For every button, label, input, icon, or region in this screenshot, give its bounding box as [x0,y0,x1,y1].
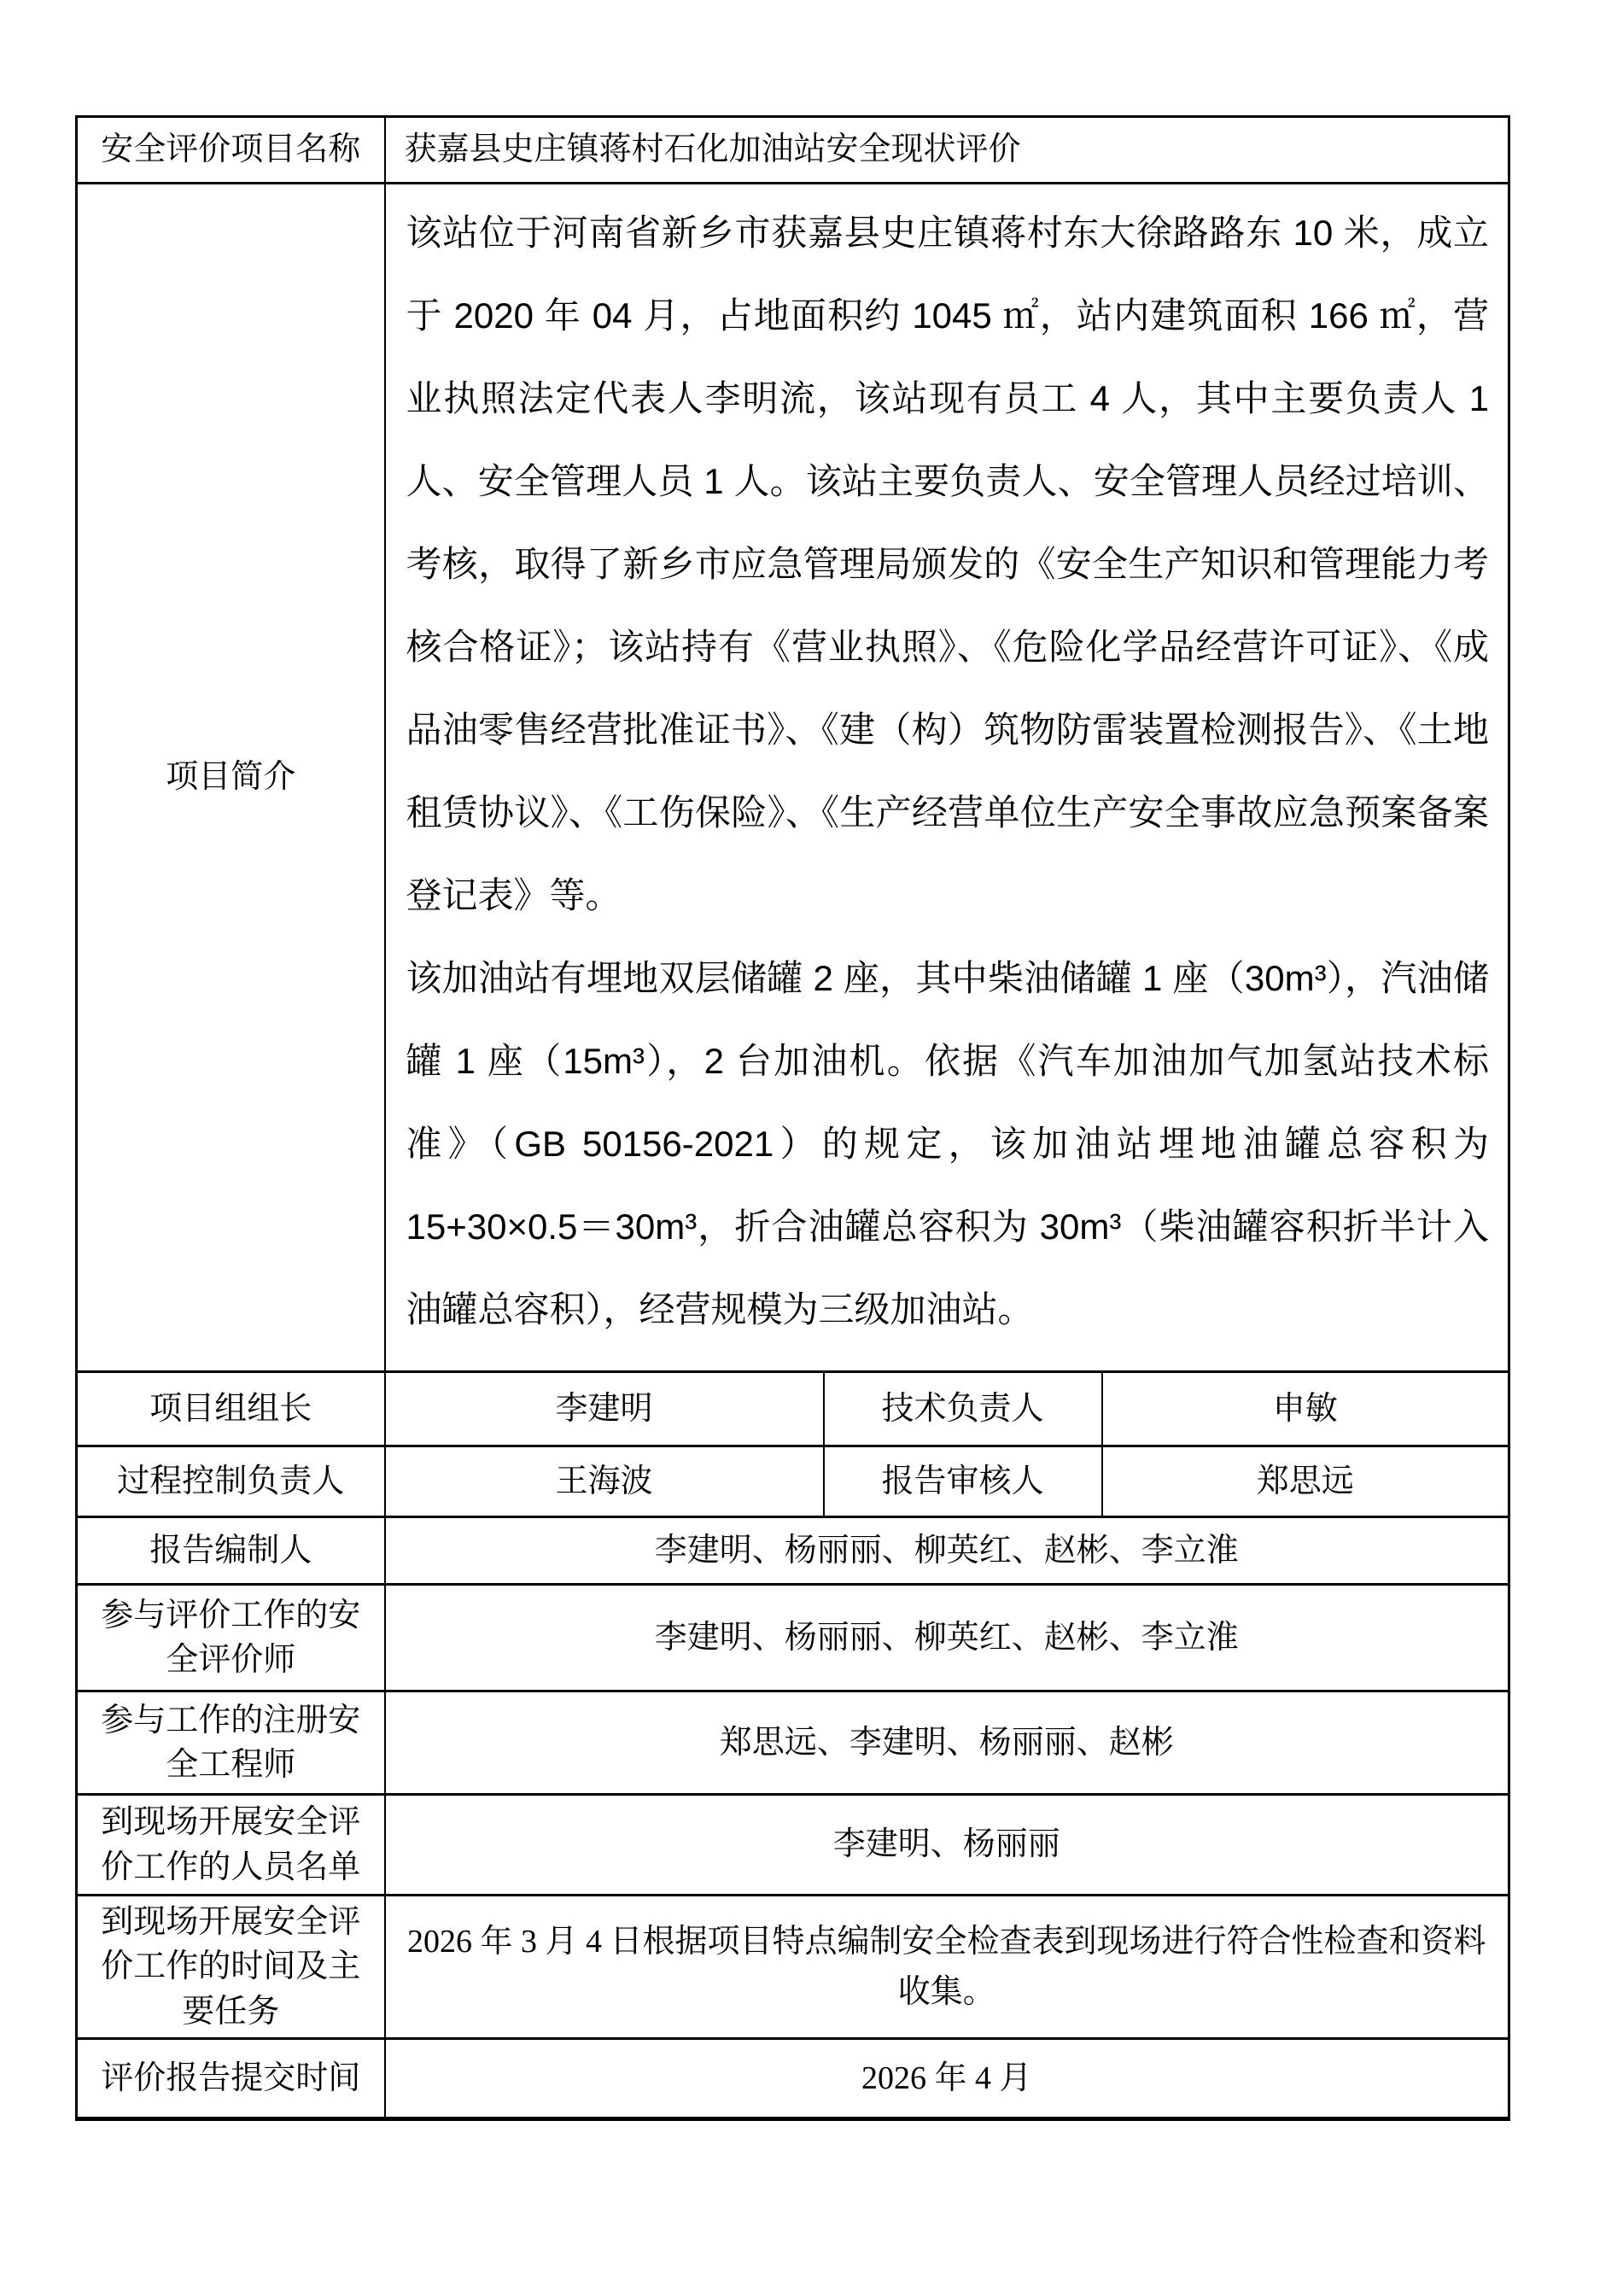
report-reviewer-value: 郑思远 [1102,1446,1509,1517]
technical-lead-value: 申敏 [1102,1372,1509,1446]
technical-lead-label: 技术负责人 [824,1372,1102,1446]
row-site-time-task [77,1896,1509,2039]
process-control-label: 过程控制负责人 [77,1446,385,1517]
row-safety-evaluators [77,1585,1509,1691]
group-leader-label: 项目组组长 [77,1372,385,1446]
intro-paragraph-1: 该站位于河南省新乡市获嘉县史庄镇蒋村东大徐路路东 10 米，成立于 2020 年 04 月，占地面积约 1045 ㎡，站内建筑面积 166 ㎡，营业执照法定代表人李明流，该站现有员工 4 人，其中主要负责人 1 人、安全管理人员 1 人。该站主要负责人、安全管理人员经过培训、考核，取得了新乡市应急管理局颁发的《安全生产知识和管理能力考核合格证》；该站持有《营业执照》、《危险化学品经营许可证》、《成品油零售经营批准证书》、《建（构）筑物防雷装置检测报告》、《土地租赁协议》、《工伤保险》、《生产经营单位生产安全事故应急预案备案登记表》等。 [406,213,1489,915]
report-compilers-label: 报告编制人 [77,1517,385,1585]
row-registered-engineers [77,1691,1509,1795]
site-time-task-label: 到现场开展安全评价工作的时间及主要任务 [77,1896,385,2039]
site-personnel-label: 到现场开展安全评价工作的人员名单 [77,1795,385,1896]
site-personnel-value: 李建明、杨丽丽 [385,1795,1509,1896]
project-intro-label: 项目简介 [77,184,385,1372]
project-name-label: 安全评价项目名称 [77,117,385,184]
process-control-value: 王海波 [385,1446,824,1517]
project-name-value: 获嘉县史庄镇蒋村石化加油站安全现状评价 [385,117,1509,184]
row-process-control [77,1446,1509,1517]
registered-engineers-label: 参与工作的注册安全工程师 [77,1691,385,1795]
project-intro-value [385,184,1509,1372]
intro-paragraph-2: 该加油站有埋地双层储罐 2 座，其中柴油储罐 1 座（30m³），汽油储罐 1 座（15m³），2 台加油机。依据《汽车加油加气加氢站技术标准》（GB 50156-2021）的规定，该加油站埋地油罐总容积为 15+30×0.5＝30m³，折合油罐总容积为 30m³（柴油罐容积折半计入油罐总容积），经营规模为三级加油站。 [406,958,1489,1329]
report-compilers-value: 李建明、杨丽丽、柳英红、赵彬、李立淮 [385,1517,1509,1585]
report-reviewer-label: 报告审核人 [824,1446,1102,1517]
report-submit-time-value: 2026 年 4 月 [385,2039,1509,2119]
row-report-submit-time [77,2039,1509,2119]
row-site-personnel [77,1795,1509,1896]
group-leader-value: 李建明 [385,1372,824,1446]
report-submit-time-label: 评价报告提交时间 [77,2039,385,2119]
row-leaders [77,1372,1509,1446]
safety-evaluators-label: 参与评价工作的安全评价师 [77,1585,385,1691]
site-time-task-value: 2026 年 3 月 4 日根据项目特点编制安全检查表到现场进行符合性检查和资料收集。 [385,1896,1509,2039]
row-project-name [77,117,1509,184]
safety-evaluation-table [75,115,1510,2121]
row-project-intro [77,184,1509,1372]
registered-engineers-value: 郑思远、李建明、杨丽丽、赵彬 [385,1691,1509,1795]
row-report-compilers [77,1517,1509,1585]
safety-evaluators-value: 李建明、杨丽丽、柳英红、赵彬、李立淮 [385,1585,1509,1691]
